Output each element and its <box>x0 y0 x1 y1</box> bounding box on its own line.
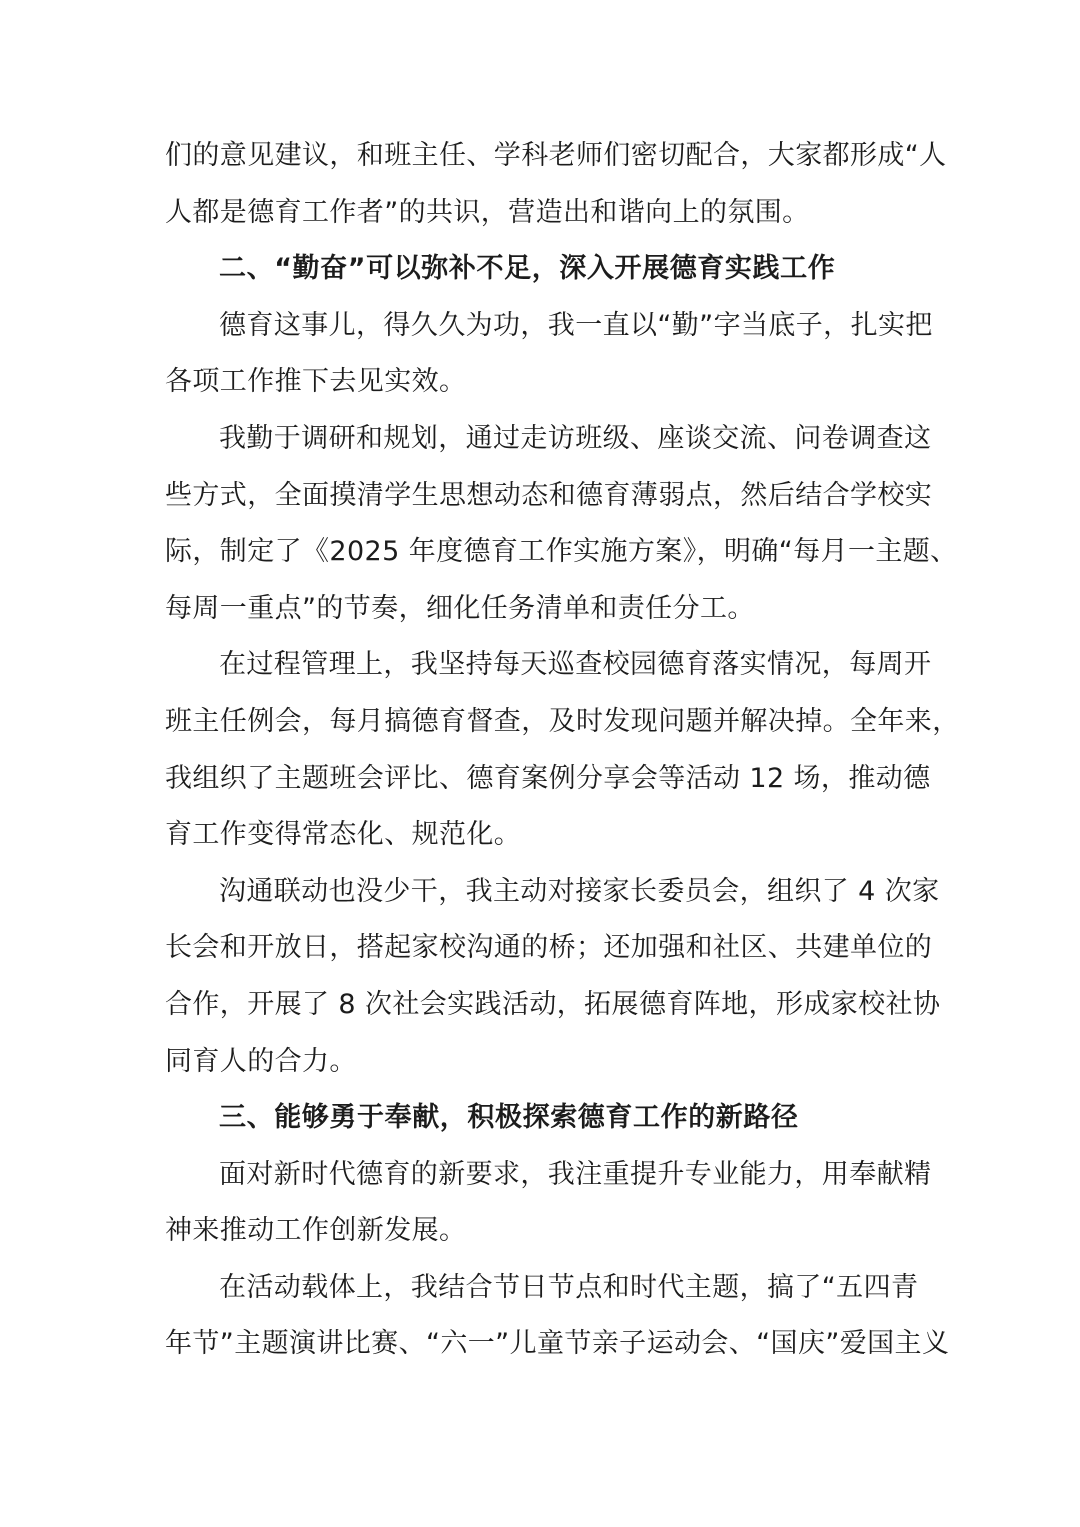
body-text-line: 际，制定了《2025 年度德育工作实施方案》，明确“每月一主题、 <box>165 536 958 568</box>
body-text-line: 德育这事儿，得久久为功，我一直以“勤”字当底子，扎实把 <box>219 309 933 341</box>
body-text-line: 人都是德育工作者”的共识，营造出和谐向上的氛围。 <box>165 196 810 228</box>
body-text-line: 我勤于调研和规划，通过走访班级、座谈交流、问卷调查这 <box>219 422 932 454</box>
body-text-line: 年节”主题演讲比赛、“六一”儿童节亲子运动会、“国庆”爱国主义 <box>165 1328 950 1360</box>
body-text-line: 每周一重点”的节奏，细化任务清单和责任分工。 <box>165 592 755 624</box>
body-text-line: 在过程管理上，我坚持每天巡查校园德育落实情况，每周开 <box>219 649 932 681</box>
body-text-line: 班主任例会，每月搞德育督查，及时发现问题并解决掉。全年来， <box>165 705 960 737</box>
body-text-line: 各项工作推下去见实效。 <box>165 366 467 398</box>
body-text-line: 沟通联动也没少干，我主动对接家长委员会，组织了 4 次家 <box>219 875 940 907</box>
body-text-line: 们的意见建议，和班主任、学科老师们密切配合，大家都形成“人 <box>165 140 947 171</box>
body-text-line: 面对新时代德育的新要求，我注重提升专业能力，用奉献精 <box>219 1158 932 1190</box>
body-text-line: 长会和开放日，搭起家校沟通的桥；还加强和社区、共建单位的 <box>165 932 933 964</box>
body-text-line: 我组织了主题班会评比、德育案例分享会等活动 12 场，推动德 <box>165 762 931 794</box>
section-heading-3: 三、能够勇于奉献，积极探索德育工作的新路径 <box>219 1102 799 1134</box>
document-body <box>165 128 960 1373</box>
body-text-line: 合作，开展了 8 次社会实践活动，拓展德育阵地，形成家校社协 <box>165 988 941 1020</box>
body-text-line: 在活动载体上，我结合节日节点和时代主题，搞了“五四青 <box>219 1271 919 1303</box>
body-text-line: 些方式，全面摸清学生思想动态和德育薄弱点，然后结合学校实 <box>165 479 933 511</box>
body-text-line: 育工作变得常态化、规范化。 <box>165 819 522 851</box>
body-text-line: 神来推动工作创新发展。 <box>165 1215 467 1247</box>
body-text-line: 同育人的合力。 <box>165 1045 357 1077</box>
section-heading-2: 二、“勤奋”可以弥补不足，深入开展德育实践工作 <box>219 253 836 285</box>
